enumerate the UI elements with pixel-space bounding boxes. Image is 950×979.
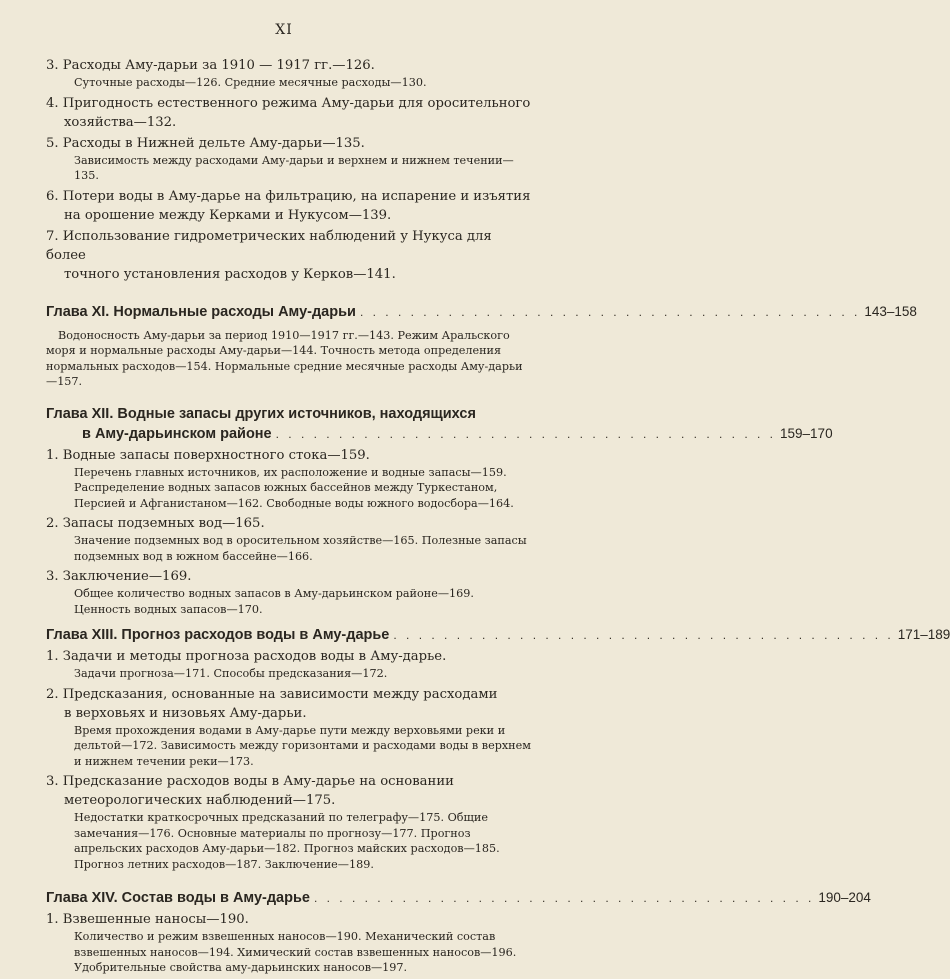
chapter-heading (46, 625, 950, 645)
leader-dots: . . . . . . . . . . . . . . . . . . . . . . . . . . . . . . . . . . . . . . . . (359, 304, 861, 319)
chapter-heading (46, 302, 917, 322)
leader-dots: . . . . . . . . . . . . . . . . . . . . . . . . . . . . . . . . . . . . . . . . (313, 891, 815, 905)
chapter-pages: 171–189 (897, 627, 950, 642)
toc-item-title: 3. Предсказание расходов воды в Аму-дарье на основании метеорологических наблюдений—175. (46, 774, 454, 808)
toc-item (46, 685, 532, 770)
page-number: XI (275, 22, 293, 38)
toc-item-title: 3. Расходы Аму-дарьи за 1910 — 1917 гг.—126. (46, 58, 375, 73)
toc-item-title-cont: в верховьях и низовьях Аму-дарьи. (64, 705, 307, 721)
toc-item-subtopics: Зависимость между расходами Аму-дарьи и верхнем и нижнем течении—135. (74, 153, 514, 182)
chapter-heading-line2 (46, 424, 833, 444)
toc-item-subtopics: Количество и режим взвешенных наносов—190. Механический состав взвешенных наносов—194. Химический состав взвешенных наносов—196. Удобрительные свойства аму-дарьинских наносов—197. (74, 930, 517, 974)
leader-dots: . . . . . . . . . . . . . . . . . . . . . . . . . . . . . . . . . . . . . . . . (275, 426, 777, 441)
toc-item-subtopics: Время прохождения водами в Аму-дарье пути между верховьями реки и дельтой—172. Зависимость между горизонтами и расходами воды в верхнем и нижнем течении реки—173. (74, 723, 531, 768)
toc-item-subtopics: Недостатки краткосрочных предсказаний по телеграфу—175. Общие замечания—176. Основные материалы по прогнозу—177. Прогноз апрельских расходов Аму-дарьи—182. Прогноз майских расходов—185. Прогноз летних расходов—187. Заключение—189. (74, 811, 500, 871)
chapter-title: Глава XII. Водные запасы других источников, находящихся (46, 405, 476, 422)
chapter-heading (46, 404, 532, 424)
toc-item-title: 7. Использование гидрометрических наблюдений у Нукуса для более (46, 228, 492, 263)
chapter-title: Глава XIV. Состав воды в Аму-дарье (46, 890, 310, 906)
toc-item-title: 1. Задачи и методы прогноза расходов воды в Аму-дарье. (46, 649, 447, 664)
toc-item (46, 94, 532, 132)
toc-item-title: 5. Расходы в Нижней дельте Аму-дарьи—135. (46, 135, 365, 151)
toc-item-title: 2. Запасы подземных вод—165. (46, 516, 265, 531)
toc-item-title: 3. Заключение—169. (46, 569, 192, 584)
chapter-title: Глава XIII. Прогноз расходов воды в Аму-дарье (46, 627, 390, 643)
toc-item-title-cont: точного установления расходов у Керков—141. (64, 266, 396, 282)
chapter-title: Глава XI. Нормальные расходы Аму-дарьи (46, 303, 356, 320)
toc-item (46, 772, 532, 872)
chapter-pages: 143–158 (864, 303, 917, 319)
toc-item-subtopics: Общее количество водных запасов в Аму-дарьинском районе—169. Ценность водных запасов—170. (74, 587, 474, 616)
chapter-heading (46, 888, 871, 908)
toc-item-title: 2. Предсказания, основанные на зависимости между расходами (46, 686, 498, 702)
toc-item-title: 1. Водные запасы поверхностного стока—159. (46, 447, 370, 463)
toc-item (46, 446, 532, 512)
toc-item-subtopics: Задачи прогноза—171. Способы предсказания—172. (74, 667, 388, 680)
toc-item (46, 134, 532, 184)
leader-dots: . . . . . . . . . . . . . . . . . . . . . . . . . . . . . . . . . . . . . . . . (393, 628, 894, 642)
chapter-description: Водоносность Аму-дарьи за период 1910—1917 гг.—143. Режим Аральского моря и нормальные расходы Аму-дарьи—144. Точность метода определения нормальных расходов—154. Нормальные средние месячные расходы Аму-дарьи—157. (46, 328, 523, 388)
toc-item-subtopics: Значение подземных вод в оросительном хозяйстве—165. Полезные запасы подземных вод в южном бассейне—166. (74, 534, 527, 563)
toc-item-title-cont: на орошение между Керками и Нукусом—139. (64, 207, 392, 223)
toc-item (46, 227, 532, 284)
toc-item-title: 4. Пригодность естественного режима Аму-дарьи для оросительного хозяйства—132. (46, 95, 531, 130)
chapter-pages: 190–204 (818, 890, 871, 905)
toc-item-title: 6. Потери воды в Аму-дарье на фильтрацию, на испарение и изъятия (46, 188, 531, 204)
toc-item (46, 910, 532, 976)
toc-item-subtopics: Суточные расходы—126. Средние месячные расходы—130. (74, 76, 427, 89)
chapter-title-cont: в Аму-дарьинском районе (82, 425, 272, 442)
toc-item (46, 514, 532, 564)
toc-item (46, 567, 532, 617)
toc-item (46, 56, 532, 91)
table-of-contents (46, 54, 950, 979)
toc-item-title: 1. Взвешенные наносы—190. (46, 912, 249, 927)
toc-item (46, 647, 532, 682)
toc-item-subtopics: Перечень главных источников, их расположение и водные запасы—159. Распределение водных запасов южных бассейнов между Туркестаном, Персией и Афганистаном—162. Свободные воды южного водосбора—164. (74, 465, 514, 510)
toc-item (46, 187, 532, 225)
chapter-pages: 159–170 (780, 425, 833, 441)
